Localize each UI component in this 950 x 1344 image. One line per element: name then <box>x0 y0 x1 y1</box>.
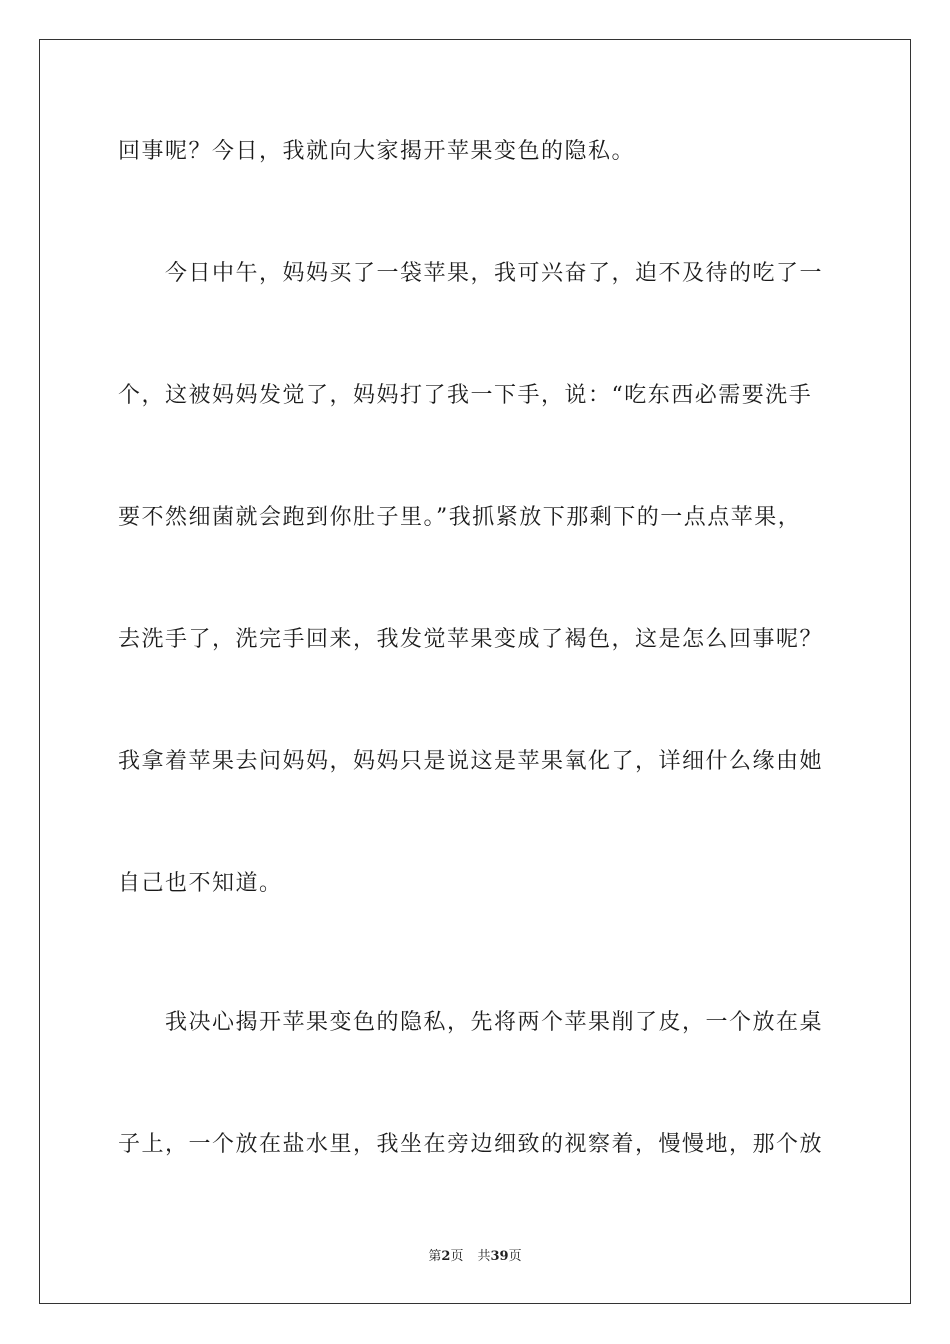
page-prefix: 第 <box>428 1249 442 1264</box>
page-suffix: 页 <box>450 1249 464 1264</box>
page-number: 2 <box>441 1249 451 1264</box>
text-line: 子上，一个放在盐水里，我坐在旁边细致的视察着，慢慢地，那个放 <box>118 1132 824 1157</box>
page-footer <box>0 1249 950 1265</box>
page-border <box>39 39 911 1304</box>
text-line: 今日中午，妈妈买了一袋苹果，我可兴奋了，迫不及待的吃了一 <box>118 261 824 286</box>
text-line: 个，这被妈妈发觉了，妈妈打了我一下手，说：“吃东西必需要洗手 <box>118 383 813 408</box>
total-prefix: 共 <box>477 1249 491 1264</box>
text-line: 要不然细菌就会跑到你肚子里。”我抓紧放下那剩下的一点点苹果， <box>118 505 802 530</box>
text-line: 我决心揭开苹果变色的隐私，先将两个苹果削了皮，一个放在桌 <box>118 1010 824 1035</box>
text-line: 去洗手了，洗完手回来，我发觉苹果变成了褐色，这是怎么回事呢？ <box>118 627 824 652</box>
total-suffix: 页 <box>508 1249 522 1264</box>
total-pages: 39 <box>490 1249 509 1264</box>
text-line: 回事呢？今日，我就向大家揭开苹果变色的隐私。 <box>118 139 636 164</box>
text-line: 我拿着苹果去问妈妈，妈妈只是说这是苹果氧化了，详细什么缘由她 <box>118 749 824 774</box>
text-line: 自己也不知道。 <box>118 871 283 896</box>
